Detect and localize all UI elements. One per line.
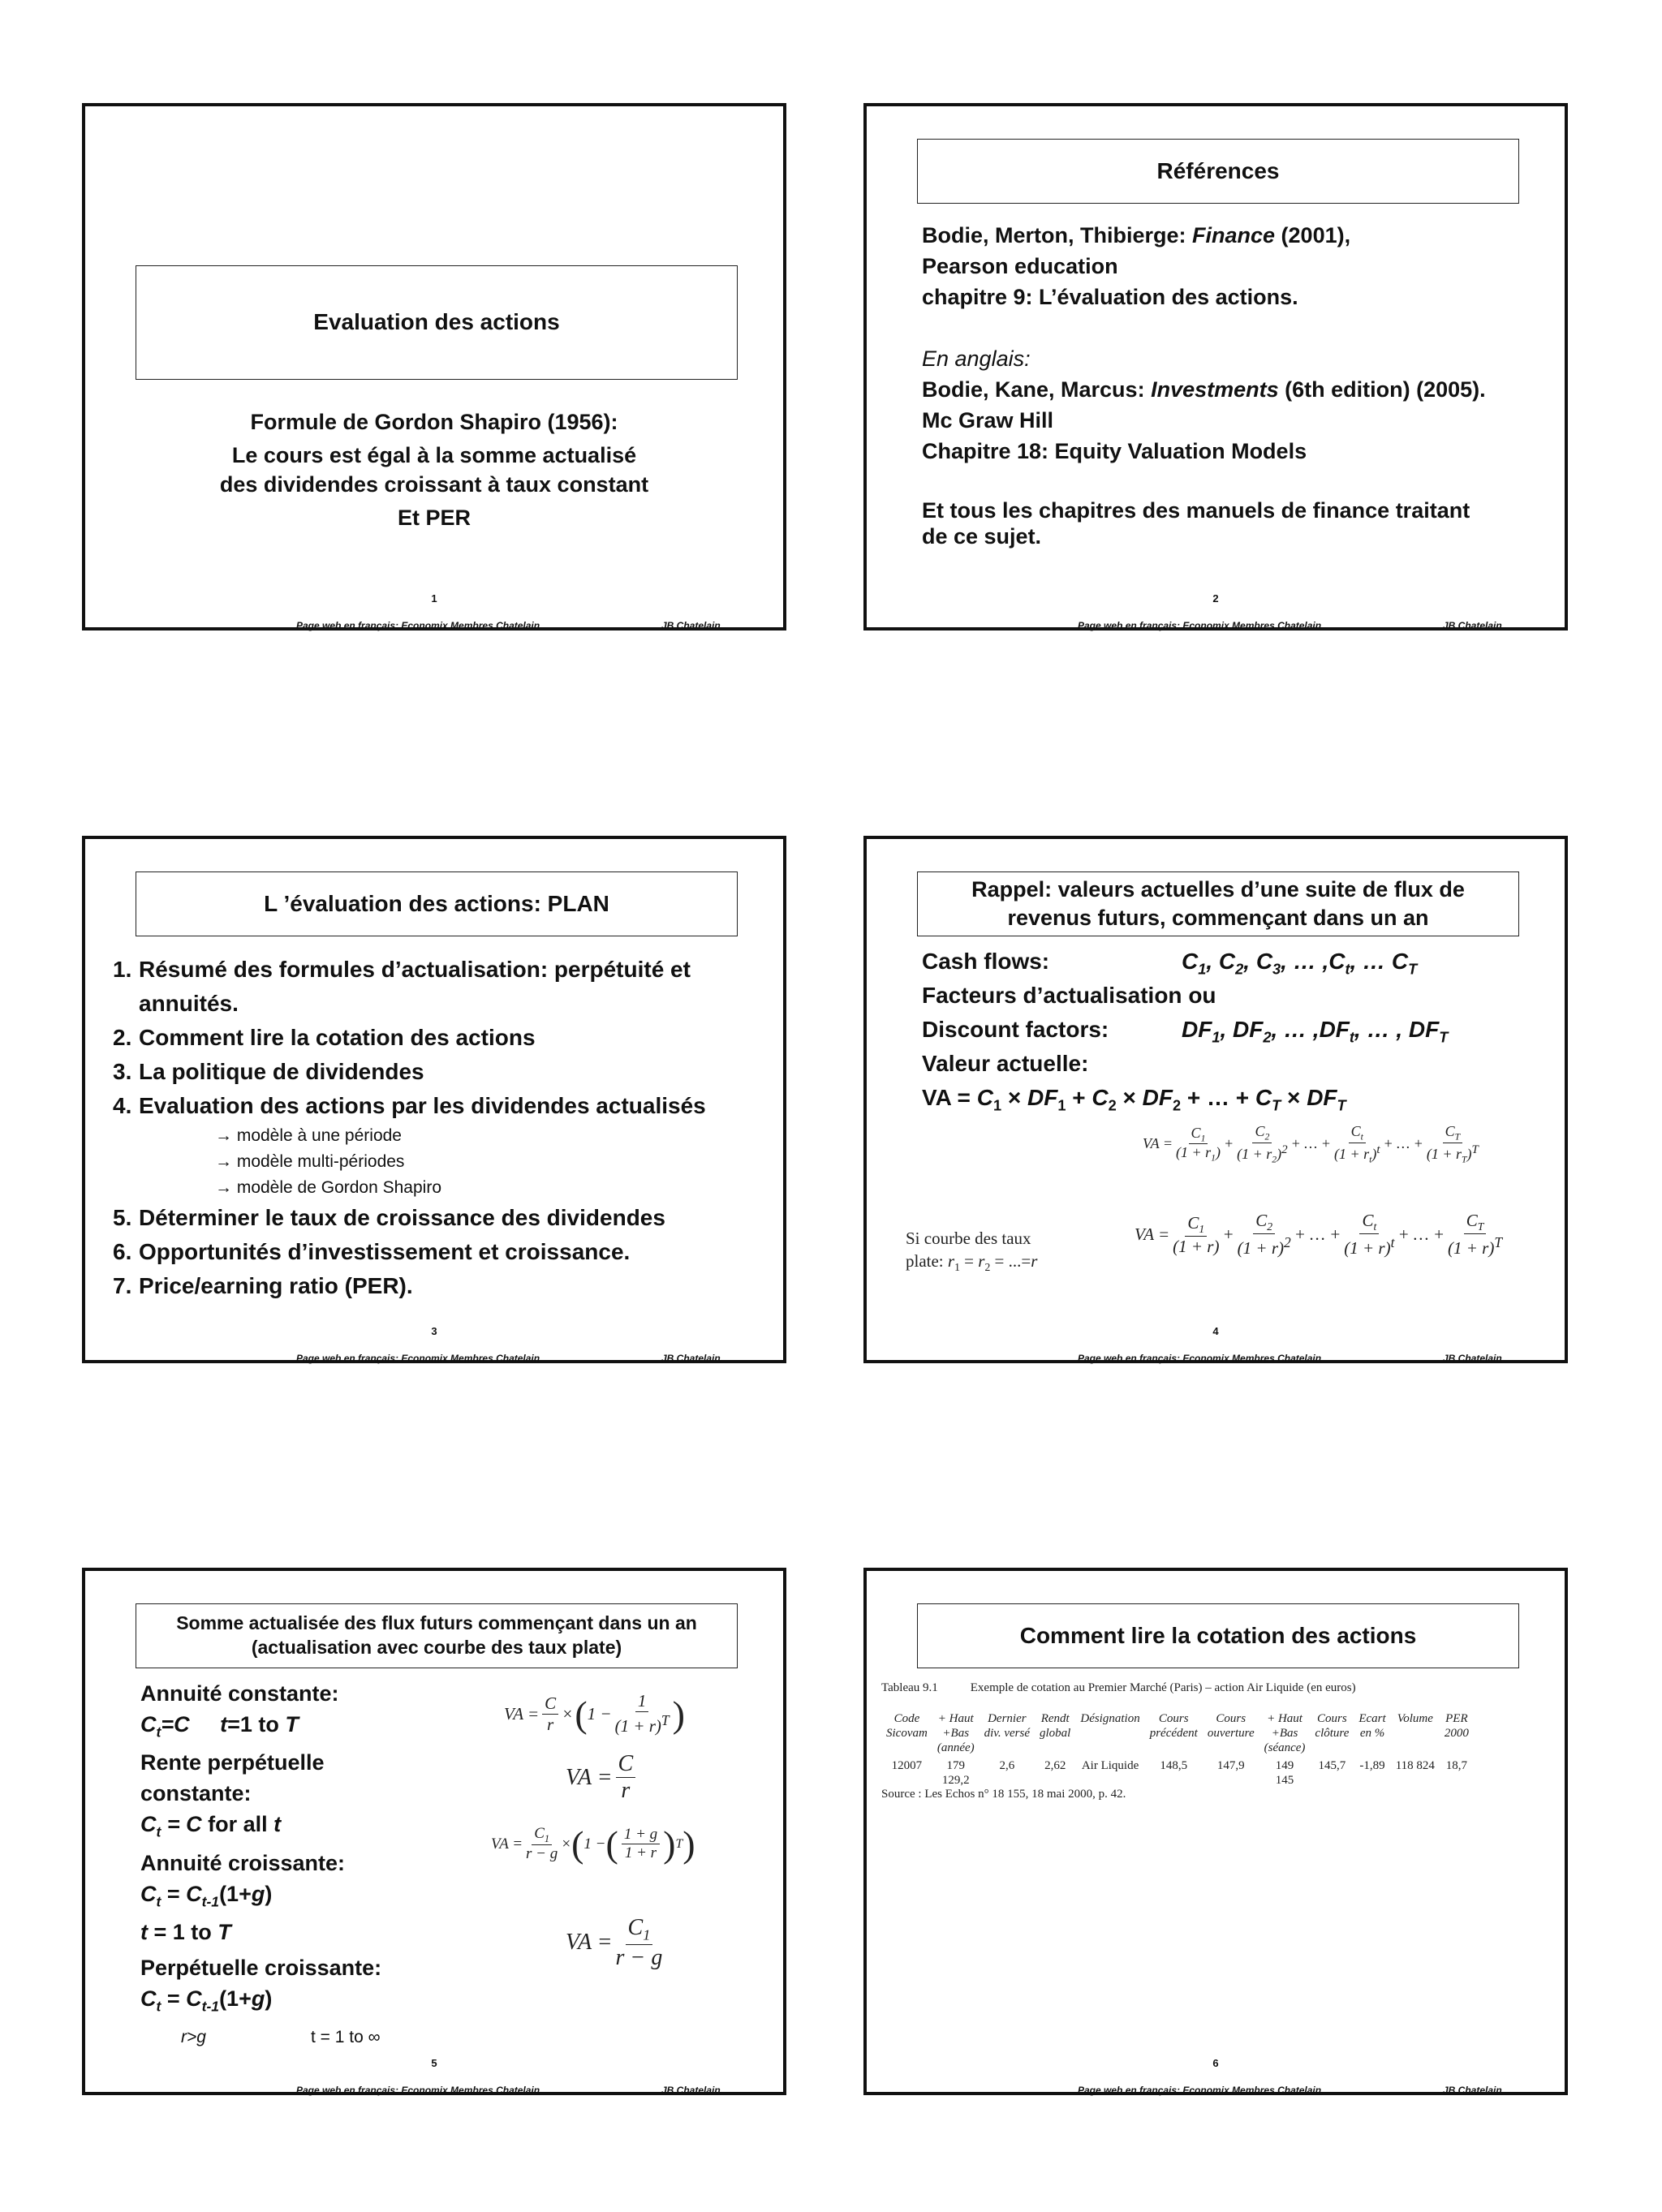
slide-1 [82,103,786,630]
table-header: Rendt global [1040,1712,1071,1740]
footer-left: Page web en français: Economix Membres Chatelain [1078,620,1322,631]
ref-chapter: Chapitre 18: Equity Valuation Models [922,439,1307,463]
table-header: Cours précédent [1149,1712,1198,1740]
sub-item: → modèle de Gordon Shapiro [215,1178,441,1197]
table-header: Code Sicovam [886,1712,928,1740]
subtitle-line: Formule de Gordon Shapiro (1956): [250,410,618,434]
table-cell: 118 824 [1395,1759,1435,1772]
page-number: 6 [1212,2057,1219,2069]
table-cell: 179 129,2 [941,1759,970,1787]
discount-label: Discount factors: [922,1017,1109,1042]
list-item: 4. Evaluation des actions par les dividendes actualisés [113,1093,706,1118]
ref-publisher: Pearson education [922,254,1118,278]
slide-4 [863,836,1568,1363]
list-item: 5. Déterminer le taux de croissance des dividendes [113,1205,665,1230]
table-header: PER 2000 [1444,1712,1469,1740]
ref-year: (2001), [1275,223,1351,247]
page-number: 5 [431,2057,437,2069]
formula-growing-perpetuity: VA = $\frac{C_1}{r - g}$ [566,1915,663,1970]
footer-left: Page web en français: Economix Membres Chatelain [296,2085,540,2096]
footer-left: Page web en français: Economix Membres Chatelain [1078,2085,1322,2096]
table-label: Tableau 9.1 [881,1681,938,1694]
present-value-block: Cash flows: $C_1$, $C_2$, $C_3$, … $,C_t$, … $C_T$ Facteurs d’actualisation ou Discount factors: $DF_1$, $DF_2$, … $,DF_t$, … , $DF_T$ Valeur actuelle: VA = $C_1 \times DF_1 + C_2 \times DF_2$ + … + $C_T \times DF_T$ [922,945,1346,1123]
table-cell: -1,89 [1359,1759,1385,1772]
annuite-croissante-label: Annuité croissante: [140,1850,346,1875]
ref-chapter: chapitre 9: L’évaluation des actions. [922,285,1298,309]
ref-year: (6th edition) (2005). [1278,377,1486,402]
page-number: 3 [431,1325,437,1337]
table-cell: 149 145 [1275,1759,1294,1787]
slide-title: L ’évaluation des actions: PLAN [136,871,738,936]
list-item: 1. Résumé des formules d’actualisation: perpétuité et annuités. [113,957,691,1016]
footer-right: JB Chatelain [661,1353,721,1364]
table-cell: 2,6 [999,1759,1015,1772]
ref-book: Investments [1151,377,1279,402]
page-number: 4 [1212,1325,1219,1337]
references [922,220,1486,549]
list-item: 2. Comment lire la cotation des actions [113,1025,536,1050]
va-formula: VA = $C_1 \times DF_1 + C_2 \times DF_2$ + … + $C_T \times DF_T$ [922,1085,1346,1114]
va-formula-flat: VA = $\frac{C_1}{(1 + r)}$ + $\frac{C_2}{(1 + r)^2}$ + … + $\frac{C_t}{(1 + r)^t}$ + … + $\frac{C_T}{(1 + r)^T}$ [1135,1211,1503,1259]
subtitle-line: des dividendes croissant à taux constant [219,472,649,497]
quotation-table [881,1681,1474,1801]
rente-label: constante: [140,1781,252,1806]
slide-3 [82,836,786,1363]
footer-right: JB Chatelain [1443,2085,1502,2096]
table-cell: 147,9 [1216,1759,1245,1772]
slide-title: Evaluation des actions [136,265,738,380]
footer-right: JB Chatelain [661,620,721,631]
rente-label: Rente perpétuelle [140,1750,325,1775]
valeur-label: Valeur actuelle: [922,1051,1089,1076]
slide-2 [863,103,1568,630]
table-cell: 12007 [891,1759,923,1772]
table-header: Ecart en % [1358,1712,1386,1740]
sub-item: → modèle à une période [215,1126,402,1145]
formula-perpetuity: VA = $\frac{C}{r}$ [566,1751,639,1804]
closing-line: Et tous les chapitres des manuels de finance traitant [922,498,1470,523]
table-header: Cours clôture [1315,1712,1350,1740]
ref-authors: Bodie, Kane, Marcus: [922,377,1152,402]
subtitle-line: Et PER [397,506,471,530]
slide-6 [863,1568,1568,2095]
slide-5 [82,1568,786,2095]
slide-title: Références [917,139,1519,204]
list-item: 6. Opportunités d’investissement et croissance. [113,1239,631,1264]
table-cell: 18,7 [1445,1759,1468,1772]
table-header: + Haut +Bas (séance) [1264,1712,1306,1754]
closing-line: de ce sujet. [922,524,1042,549]
page-number: 1 [431,592,437,605]
table-header: + Haut +Bas (année) [936,1712,975,1754]
ref-authors: Bodie, Merton, Thibierge: [922,223,1193,247]
table-caption: Exemple de cotation au Premier Marché (Paris) – action Air Liquide (en euros) [970,1681,1356,1694]
table-cell: 148,5 [1160,1759,1188,1772]
table-cell: 145,7 [1318,1759,1346,1772]
slide-title: Somme actualisée des flux futurs commençant dans un an (actualisation avec courbe des taux plate) [136,1603,738,1668]
table-header: Dernier div. versé [984,1712,1031,1740]
list-item: 3. La politique de dividendes [113,1059,424,1084]
perpetuelle-croissante-label: Perpétuelle croissante: [140,1956,382,1981]
table-source: Source : Les Echos n° 18 155, 18 mai 2000, p. 42. [881,1788,1126,1801]
cash-flows-label: Cash flows: [922,949,1050,974]
footer-right: JB Chatelain [1443,620,1502,631]
footer-left: Page web en français: Economix Membres Chatelain [1078,1353,1322,1364]
footer-right: JB Chatelain [661,2085,721,2096]
ref-publisher: Mc Graw Hill [922,408,1054,433]
table-cell: Air Liquide [1081,1759,1139,1772]
plan-list [113,953,706,1303]
slide-title: Comment lire la cotation des actions [917,1603,1519,1668]
footer-left: Page web en français: Economix Membres Chatelain [296,620,540,631]
formula-growing-annuity: VA = $\frac{C_1}{r - g}$ × ( 1 − ( $\frac{1 + g}{1 + r}$ ) T ) [491,1823,695,1865]
list-item: 7. Price/earning ratio (PER). [113,1273,413,1298]
table-header: Désignation [1080,1712,1140,1725]
facteurs-label: Facteurs d’actualisation ou [922,983,1216,1008]
footer-left: Page web en français: Economix Membres Chatelain [296,1353,540,1364]
annuite-constante-label: Annuité constante: [140,1681,339,1706]
subtitle-line: Le cours est égal à la somme actualisé [231,443,637,467]
formula-annuity: VA = $\frac{C}{r}$ × ( 1 − $\frac{1}{(1 + r)^T}$ ) [504,1691,685,1736]
table-header: Cours ouverture [1207,1712,1255,1740]
flat-curve-note: Si courbe des taux plate: $r_1 = r_2 = ...=r$ [906,1229,1038,1274]
formula-labels: Annuité constante: $C_t=C$ t=1 to T Rente perpétuelle constante: $C_t = C$ for all t Annuité croissante: $C_t = C_{t-1}(1+g)$ t = 1 to T Perpétuelle croissante: $C_t = C_{t-1}(1+g)$ r>g t = 1 to ∞ [140,1678,381,2046]
table-header: Volume [1397,1712,1433,1725]
english-label: En anglais: [922,346,1031,371]
ref-book: Finance [1192,223,1276,247]
sub-item: → modèle multi-périodes [215,1152,405,1171]
footer-right: JB Chatelain [1443,1353,1502,1364]
va-formula-general: VA = $\frac{C_1}{(1 + r_1)}$ + $\frac{C_2}{(1 + r_2)^2}$ + … + $\frac{C_t}{(1 + r_t)^t}$ + … + $\frac{C_T}{(1 + r_T)^T}$ [1143,1123,1479,1165]
table-cell: 2,62 [1044,1759,1066,1772]
slide-title: Rappel: valeurs actuelles d’une suite de flux de revenus futurs, commençant dans un an [917,871,1519,936]
page-number: 2 [1212,592,1219,605]
